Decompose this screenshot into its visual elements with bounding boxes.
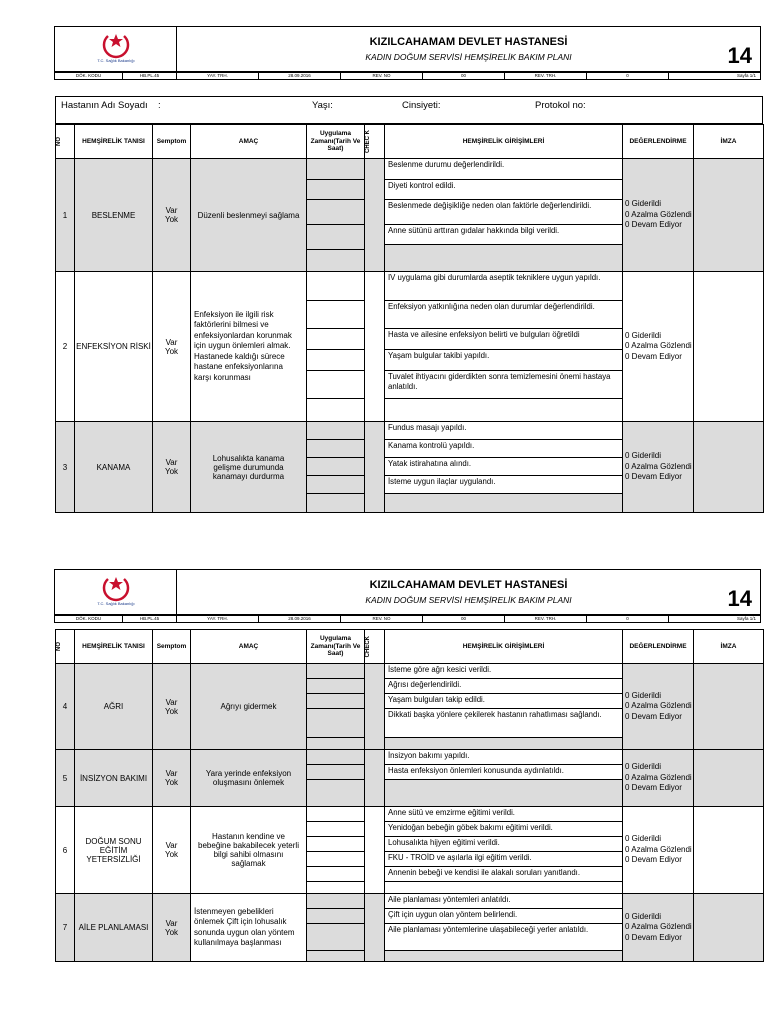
time-cell[interactable] xyxy=(307,807,365,894)
signature-cell[interactable] xyxy=(694,272,764,422)
col-time: Uygulama Zamanı(Tarih Ve Saat) xyxy=(307,630,365,664)
table-row: 7 AİLE PLANLAMASI Var Yok İstenmeyen gebelikleri önlemek Çift için lohusalık sonunda uygun olan yöntem kullanılmaya başlanması Aile planlaması yöntemleri anlatıldı. Çift için uygun olan yöntem belirlendi. Aile planlaması yöntemlerine ulaşabileceği yerler anlatıldı. 0 Giderildi 0 Azalma Gözlendi 0 Devam Ediyor xyxy=(56,894,764,962)
col-symptom: Semptom xyxy=(153,125,191,159)
table-row: 1 BESLENME Var Yok Düzenli beslenmeyi sağlama Beslenme durumu değerlendirildi. Diyeti kontrol edildi. Beslenmede değişikliğe neden olan faktörle değerlendirildi. Anne sütünü arttıran gıdalar hakkında bilgi verildi. 0 Giderildi 0 Azalma Gözlendi 0 Devam Ediyor xyxy=(56,159,764,272)
list-item: IV uygulama gibi durumlarda aseptik tekniklere uygun yapıldı. xyxy=(385,272,622,301)
diagnosis-cell: KANAMA xyxy=(75,422,153,513)
col-no: NO xyxy=(56,137,62,146)
document-meta-row: DÖK. KODU HB.PL.45 YAY. TRH. 28.09.2016 REV. NO 00 REV. TRH. 0 Sayfa 1/1 xyxy=(54,72,761,80)
diagnosis-cell: ENFEKSİYON RİSKİ xyxy=(75,272,153,422)
interventions-cell xyxy=(385,807,623,894)
list-item: İnsizyon bakımı yapıldı. xyxy=(385,750,622,765)
table-row: 3 KANAMA Var Yok Lohusalıkta kanama gelişme durumunda kanamayı durdurma Fundus masajı yapıldı. Kanama kontrolü yapıldı. Yatak istirahatına alındı. İsteme uygun ilaçlar uygulandı. 0 Giderildi 0 Azalma Gözlendi 0 Devam Ediyor xyxy=(56,422,764,513)
list-item: Enfeksiyon yatkınlığına neden olan durumlar değerlendirildi. xyxy=(385,301,622,329)
diagnosis-cell: AĞRI xyxy=(75,664,153,750)
page2-header xyxy=(54,569,761,623)
goal-cell: Yara yerinde enfeksiyon oluşmasını önlemek xyxy=(191,750,307,807)
col-interventions: HEMŞİRELİK GİRİŞİMLERİ xyxy=(385,630,623,664)
list-item: Tuvalet ihtiyacını giderdikten sonra temizlemesini önemi hastaya anlatıldı. xyxy=(385,371,622,399)
col-evaluation: DEĞERLENDİRME xyxy=(623,630,694,664)
list-item: Yatak istirahatına alındı. xyxy=(385,458,622,476)
care-plan-table-2 xyxy=(55,629,764,962)
patient-gender-label: Cinsiyeti: xyxy=(402,100,441,111)
evaluation-cell[interactable]: 0 Giderildi 0 Azalma Gözlendi 0 Devam Ediyor xyxy=(623,422,694,513)
symptom-cell[interactable]: Var Yok xyxy=(153,807,191,894)
evaluation-cell[interactable]: 0 Giderildi 0 Azalma Gözlendi 0 Devam Ediyor xyxy=(623,807,694,894)
signature-cell[interactable] xyxy=(694,750,764,807)
col-signature: İMZA xyxy=(694,630,764,664)
ministry-logo-icon xyxy=(96,30,136,64)
list-item: Anne sütünü arttıran gıdalar hakkında bilgi verildi. xyxy=(385,225,622,245)
goal-cell: İstenmeyen gebelikleri önlemek Çift için lohusalık sonunda uygun olan yöntem kullanılmaya başlanması xyxy=(191,894,307,962)
goal-cell: Düzenli beslenmeyi sağlama xyxy=(191,159,307,272)
col-diagnosis: HEMŞİRELİK TANISI xyxy=(75,125,153,159)
patient-info-bar xyxy=(55,96,763,124)
time-cell[interactable] xyxy=(307,664,365,750)
svg-text:T.C. Sağlık Bakanlığı: T.C. Sağlık Bakanlığı xyxy=(96,57,135,63)
diagnosis-cell: AİLE PLANLAMASI xyxy=(75,894,153,962)
patient-name-separator: : xyxy=(158,100,161,111)
hospital-name: KIZILCAHAMAM DEVLET HASTANESİ xyxy=(369,579,568,591)
list-item: Çift için uygun olan yöntem belirlendi. xyxy=(385,909,622,924)
time-cell[interactable] xyxy=(307,159,365,272)
list-item: FKU - TROİD ve aşılarla ilgi eğitim verildi. xyxy=(385,852,622,867)
list-item: Aile planlaması yöntemlerine ulaşabileceği yerler anlatıldı. xyxy=(385,924,622,951)
interventions-cell xyxy=(385,750,623,807)
symptom-cell[interactable]: Var Yok xyxy=(153,422,191,513)
time-cell[interactable] xyxy=(307,894,365,962)
page-number: 14 xyxy=(727,586,752,611)
col-goal: AMAÇ xyxy=(191,125,307,159)
table-row: 2 ENFEKSİYON RİSKİ Var Yok Enfeksiyon ile ilgili risk faktörlerini bilmesi ve enfeksiyonlardan korunmak için uygun önlemleri almak. Hastanede kaldığı sürece hastane enfeksiyonlarına karşı korunması IV uygulama gibi durumlarda aseptik tekniklere uygun yapıldı. Enfeksiyon yatkınlığına neden olan durumlar değerlendirildi. Hasta ve ailesine enfeksiyon belirti ve bulguları öğretildi Yaşam bulgular takibi yapıldı. Tuvalet ihtiyacını giderdikten sonra temizlemesini önemi hastaya anlatıldı. 0 Giderildi 0 Azalma Gözlendi 0 Devam Ediyor xyxy=(56,272,764,422)
goal-cell: Hastanın kendine ve bebeğine bakabilecek yeterli bilgi sahibi olmasını sağlamak xyxy=(191,807,307,894)
signature-cell[interactable] xyxy=(694,159,764,272)
interventions-cell xyxy=(385,159,623,272)
interventions-cell xyxy=(385,272,623,422)
list-item: Kanama kontrolü yapıldı. xyxy=(385,440,622,458)
col-no: NO xyxy=(56,642,62,651)
symptom-cell[interactable]: Var Yok xyxy=(153,159,191,272)
signature-cell[interactable] xyxy=(694,422,764,513)
list-item: Ağrısı değerlendirildi. xyxy=(385,679,622,694)
time-cell[interactable] xyxy=(307,422,365,513)
col-signature: İMZA xyxy=(694,125,764,159)
list-item: Hasta enfeksiyon önlemleri konusunda aydınlatıldı. xyxy=(385,765,622,780)
patient-name-label: Hastanın Adı Soyadı xyxy=(61,100,148,111)
check-cell[interactable] xyxy=(365,807,385,894)
table-row: 6 DOĞUM SONU EĞİTİM YETERSİZLİĞİ Var Yok Hastanın kendine ve bebeğine bakabilecek yeterli bilgi sahibi olmasını sağlamak Anne sütü ve emzirme eğitimi verildi. Yenidoğan bebeğin göbek bakımı eğitimi verildi. Lohusalıkta hijyen eğitimi verildi. FKU - TROİD ve aşılarla ilgi eğitim verildi. Annenin bebeği ve kendisi ile alakalı soruları yanıtlandı. 0 Giderildi 0 Azalma Gözlendi 0 Devam Ediyor xyxy=(56,807,764,894)
diagnosis-cell: DOĞUM SONU EĞİTİM YETERSİZLİĞİ xyxy=(75,807,153,894)
check-cell[interactable] xyxy=(365,422,385,513)
list-item: Yaşam bulgular takibi yapıldı. xyxy=(385,350,622,371)
ministry-logo-icon xyxy=(96,573,136,607)
evaluation-cell[interactable]: 0 Giderildi 0 Azalma Gözlendi 0 Devam Ediyor xyxy=(623,159,694,272)
time-cell[interactable] xyxy=(307,750,365,807)
interventions-cell xyxy=(385,664,623,750)
symptom-cell[interactable]: Var Yok xyxy=(153,750,191,807)
hospital-logo xyxy=(55,27,177,72)
check-cell[interactable] xyxy=(365,272,385,422)
symptom-cell[interactable]: Var Yok xyxy=(153,664,191,750)
col-time: Uygulama Zamanı(Tarih Ve Saat) xyxy=(307,125,365,159)
diagnosis-cell: BESLENME xyxy=(75,159,153,272)
check-cell[interactable] xyxy=(365,894,385,962)
table-row: 4 AĞRI Var Yok Ağrıyı gidermek İsteme göre ağrı kesici verildi. Ağrısı değerlendirildi. Yaşam bulguları takip edildi. Dikkati başka yönlere çekilerek hastanın rahatlıması sağlandı. 0 Giderildi 0 Azalma Gözlendi 0 Devam Ediyor xyxy=(56,664,764,750)
diagnosis-cell: İNSİZYON BAKIMI xyxy=(75,750,153,807)
col-symptom: Semptom xyxy=(153,630,191,664)
list-item: Beslenme durumu değerlendirildi. xyxy=(385,159,622,180)
goal-cell: Enfeksiyon ile ilgili risk faktörlerini bilmesi ve enfeksiyonlardan korunmak için uygun önlemleri almak. Hastanede kaldığı sürece hastane enfeksiyonlarına karşı korunması xyxy=(191,272,307,422)
hospital-logo xyxy=(55,570,177,615)
patient-age-label: Yaşı: xyxy=(312,100,333,111)
form-subtitle: KADIN DOĞUM SERVİSİ HEMŞİRELİK BAKIM PLANI xyxy=(365,52,572,62)
list-item: Dikkati başka yönlere çekilerek hastanın rahatlıması sağlandı. xyxy=(385,709,622,738)
evaluation-cell[interactable]: 0 Giderildi 0 Azalma Gözlendi 0 Devam Ediyor xyxy=(623,894,694,962)
list-item: Anne sütü ve emzirme eğitimi verildi. xyxy=(385,807,622,822)
symptom-cell[interactable]: Var Yok xyxy=(153,894,191,962)
list-item: Hasta ve ailesine enfeksiyon belirti ve bulguları öğretildi xyxy=(385,329,622,350)
list-item: Lohusalıkta hijyen eğitimi verildi. xyxy=(385,837,622,852)
signature-cell[interactable] xyxy=(694,807,764,894)
list-item: İsteme göre ağrı kesici verildi. xyxy=(385,664,622,679)
table-row: 5 İNSİZYON BAKIMI Var Yok Yara yerinde enfeksiyon oluşmasını önlemek İnsizyon bakımı yapıldı. Hasta enfeksiyon önlemleri konusunda aydınlatıldı. 0 Giderildi 0 Azalma Gözlendi 0 Devam Ediyor xyxy=(56,750,764,807)
list-item: Beslenmede değişikliğe neden olan faktörle değerlendirildi. xyxy=(385,200,622,225)
protocol-no-label: Protokol no: xyxy=(535,100,586,111)
list-item: Annenin bebeği ve kendisi ile alakalı soruları yanıtlandı. xyxy=(385,867,622,882)
care-plan-table-1 xyxy=(55,124,764,513)
symptom-cell[interactable]: Var Yok xyxy=(153,272,191,422)
goal-cell: Ağrıyı gidermek xyxy=(191,664,307,750)
col-check: CHEC K xyxy=(365,129,371,153)
evaluation-cell[interactable]: 0 Giderildi 0 Azalma Gözlendi 0 Devam Ediyor xyxy=(623,272,694,422)
list-item: Yenidoğan bebeğin göbek bakımı eğitimi verildi. xyxy=(385,822,622,837)
col-check: CHECK xyxy=(365,635,371,658)
list-item: Aile planlaması yöntemleri anlatıldı. xyxy=(385,894,622,909)
list-item: Yaşam bulguları takip edildi. xyxy=(385,694,622,709)
hospital-name: KIZILCAHAMAM DEVLET HASTANESİ xyxy=(369,36,568,48)
list-item: İsteme uygun ilaçlar uygulandı. xyxy=(385,476,622,494)
check-cell[interactable] xyxy=(365,159,385,272)
check-cell[interactable] xyxy=(365,664,385,750)
signature-cell[interactable] xyxy=(694,894,764,962)
document-meta-row: DÖK. KODU HB.PL.45 YAY. TRH. 28.09.2016 REV. NO 00 REV. TRH. 0 Sayfa 1/1 xyxy=(54,615,761,623)
col-evaluation: DEĞERLENDİRME xyxy=(623,125,694,159)
check-cell[interactable] xyxy=(365,750,385,807)
evaluation-cell[interactable]: 0 Giderildi 0 Azalma Gözlendi 0 Devam Ediyor xyxy=(623,664,694,750)
form-subtitle: KADIN DOĞUM SERVİSİ HEMŞİRELİK BAKIM PLANI xyxy=(365,595,572,605)
page-number: 14 xyxy=(727,43,752,68)
interventions-cell xyxy=(385,894,623,962)
svg-text:T.C. Sağlık Bakanlığı: T.C. Sağlık Bakanlığı xyxy=(96,600,135,606)
col-diagnosis: HEMŞİRELİK TANISI xyxy=(75,630,153,664)
interventions-cell xyxy=(385,422,623,513)
list-item: Diyeti kontrol edildi. xyxy=(385,180,622,200)
list-item: Fundus masajı yapıldı. xyxy=(385,422,622,440)
col-interventions: HEMŞİRELİK GİRİŞİMLERİ xyxy=(385,125,623,159)
evaluation-cell[interactable]: 0 Giderildi 0 Azalma Gözlendi 0 Devam Ediyor xyxy=(623,750,694,807)
signature-cell[interactable] xyxy=(694,664,764,750)
page1-header xyxy=(54,26,761,80)
col-goal: AMAÇ xyxy=(191,630,307,664)
time-cell[interactable] xyxy=(307,272,365,422)
goal-cell: Lohusalıkta kanama gelişme durumunda kanamayı durdurma xyxy=(191,422,307,513)
